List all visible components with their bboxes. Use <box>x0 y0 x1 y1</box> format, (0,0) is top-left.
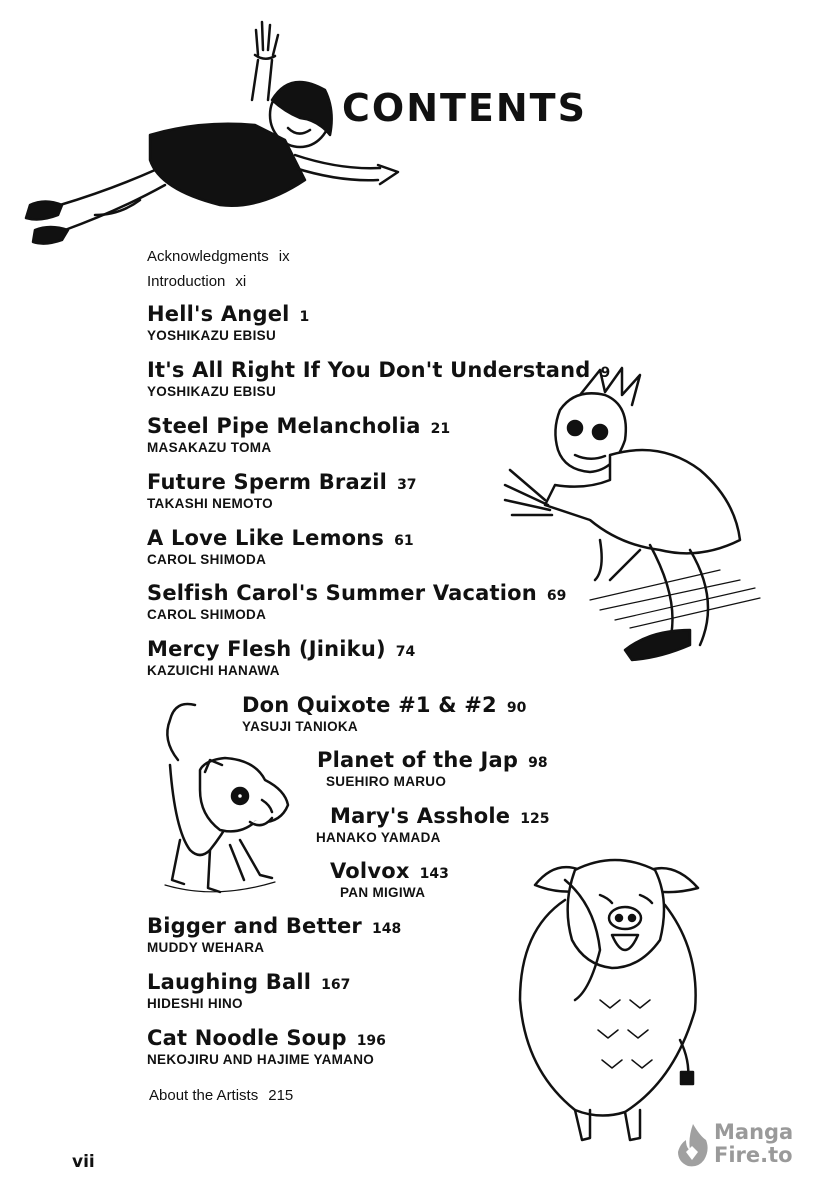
toc-entry[interactable] <box>147 914 401 955</box>
story-title: Mary's Asshole <box>330 804 511 828</box>
story-title: Hell's Angel <box>147 302 290 326</box>
story-author: MUDDY WEHARA <box>147 940 265 955</box>
toc-entry[interactable] <box>147 637 415 678</box>
story-title: A Love Like Lemons <box>147 526 385 550</box>
toc-entry[interactable] <box>147 581 566 622</box>
story-author: NEKOJIRU AND HAJIME YAMANO <box>147 1052 375 1067</box>
story-author: PAN MIGIWA <box>340 885 426 900</box>
story-title: Volvox <box>330 859 410 883</box>
story-title: Future Sperm Brazil <box>147 470 388 494</box>
story-author: YOSHIKAZU EBISU <box>147 328 277 343</box>
story-page: 1 <box>299 309 310 325</box>
watermark-line1: Manga <box>714 1120 794 1144</box>
story-title: Bigger and Better <box>147 914 362 938</box>
story-author: SUEHIRO MARUO <box>326 774 447 789</box>
story-title: Steel Pipe Melancholia <box>147 414 421 438</box>
story-title: Cat Noodle Soup <box>147 1026 347 1050</box>
story-author: CAROL SHIMODA <box>147 607 267 622</box>
story-page: 21 <box>430 421 451 437</box>
story-title: Laughing Ball <box>147 970 312 994</box>
toc-entry[interactable] <box>147 414 450 455</box>
story-author: KAZUICHI HANAWA <box>147 663 280 678</box>
story-page: 74 <box>395 644 416 660</box>
story-title: Selfish Carol's Summer Vacation <box>147 581 537 605</box>
story-author: YOSHIKAZU EBISU <box>147 384 277 399</box>
front-matter-title: Introduction <box>147 273 226 290</box>
story-page: 167 <box>321 977 351 993</box>
front-matter-introduction[interactable] <box>147 273 246 290</box>
flame-logo-icon <box>676 1122 710 1168</box>
toc-entry[interactable] <box>330 859 449 900</box>
story-author: TAKASHI NEMOTO <box>147 496 273 511</box>
story-page: 125 <box>520 811 550 827</box>
story-title: Planet of the Jap <box>317 748 519 772</box>
story-page: 196 <box>356 1033 386 1049</box>
toc-entry[interactable] <box>147 302 309 343</box>
story-page: 9 <box>600 365 611 381</box>
toc-entry[interactable] <box>316 804 549 845</box>
watermark-line2: Fire.to <box>714 1143 793 1167</box>
toc-entry[interactable] <box>147 1026 386 1067</box>
story-author: MASAKAZU TOMA <box>147 440 272 455</box>
front-matter-title: Acknowledgments <box>147 248 269 265</box>
story-page: 143 <box>419 866 449 882</box>
story-title: Mercy Flesh (Jiniku) <box>147 637 386 661</box>
watermark <box>676 1120 806 1170</box>
story-page: 148 <box>371 921 402 937</box>
back-matter-title: About the Artists <box>149 1087 259 1104</box>
front-matter-page: ix <box>278 248 290 265</box>
story-title: Don Quixote #1 & #2 <box>242 693 497 717</box>
toc-entry[interactable] <box>147 970 350 1011</box>
story-page: 69 <box>546 588 567 604</box>
story-author: YASUJI TANIOKA <box>242 719 358 734</box>
story-title: It's All Right If You Don't Understand <box>147 358 591 382</box>
story-author: CAROL SHIMODA <box>147 552 267 567</box>
page-folio: vii <box>72 1152 95 1172</box>
front-matter-page: xi <box>235 273 247 290</box>
front-matter-acknowledgments[interactable] <box>147 248 290 265</box>
story-page: 61 <box>394 533 414 549</box>
story-author: HIDESHI HINO <box>147 996 243 1011</box>
toc-entry[interactable] <box>317 748 548 789</box>
back-matter-about-artists[interactable] <box>149 1087 293 1104</box>
toc-entry[interactable] <box>147 470 417 511</box>
back-matter-page: 215 <box>268 1087 294 1104</box>
story-author: HANAKO YAMADA <box>316 830 441 845</box>
story-page: 90 <box>506 700 527 716</box>
story-page: 98 <box>528 755 548 771</box>
toc-entry[interactable] <box>147 526 414 567</box>
story-page: 37 <box>397 477 417 493</box>
toc-entry[interactable] <box>147 358 610 399</box>
toc-entry[interactable] <box>242 693 526 734</box>
contents-heading: CONTENTS <box>342 86 587 130</box>
